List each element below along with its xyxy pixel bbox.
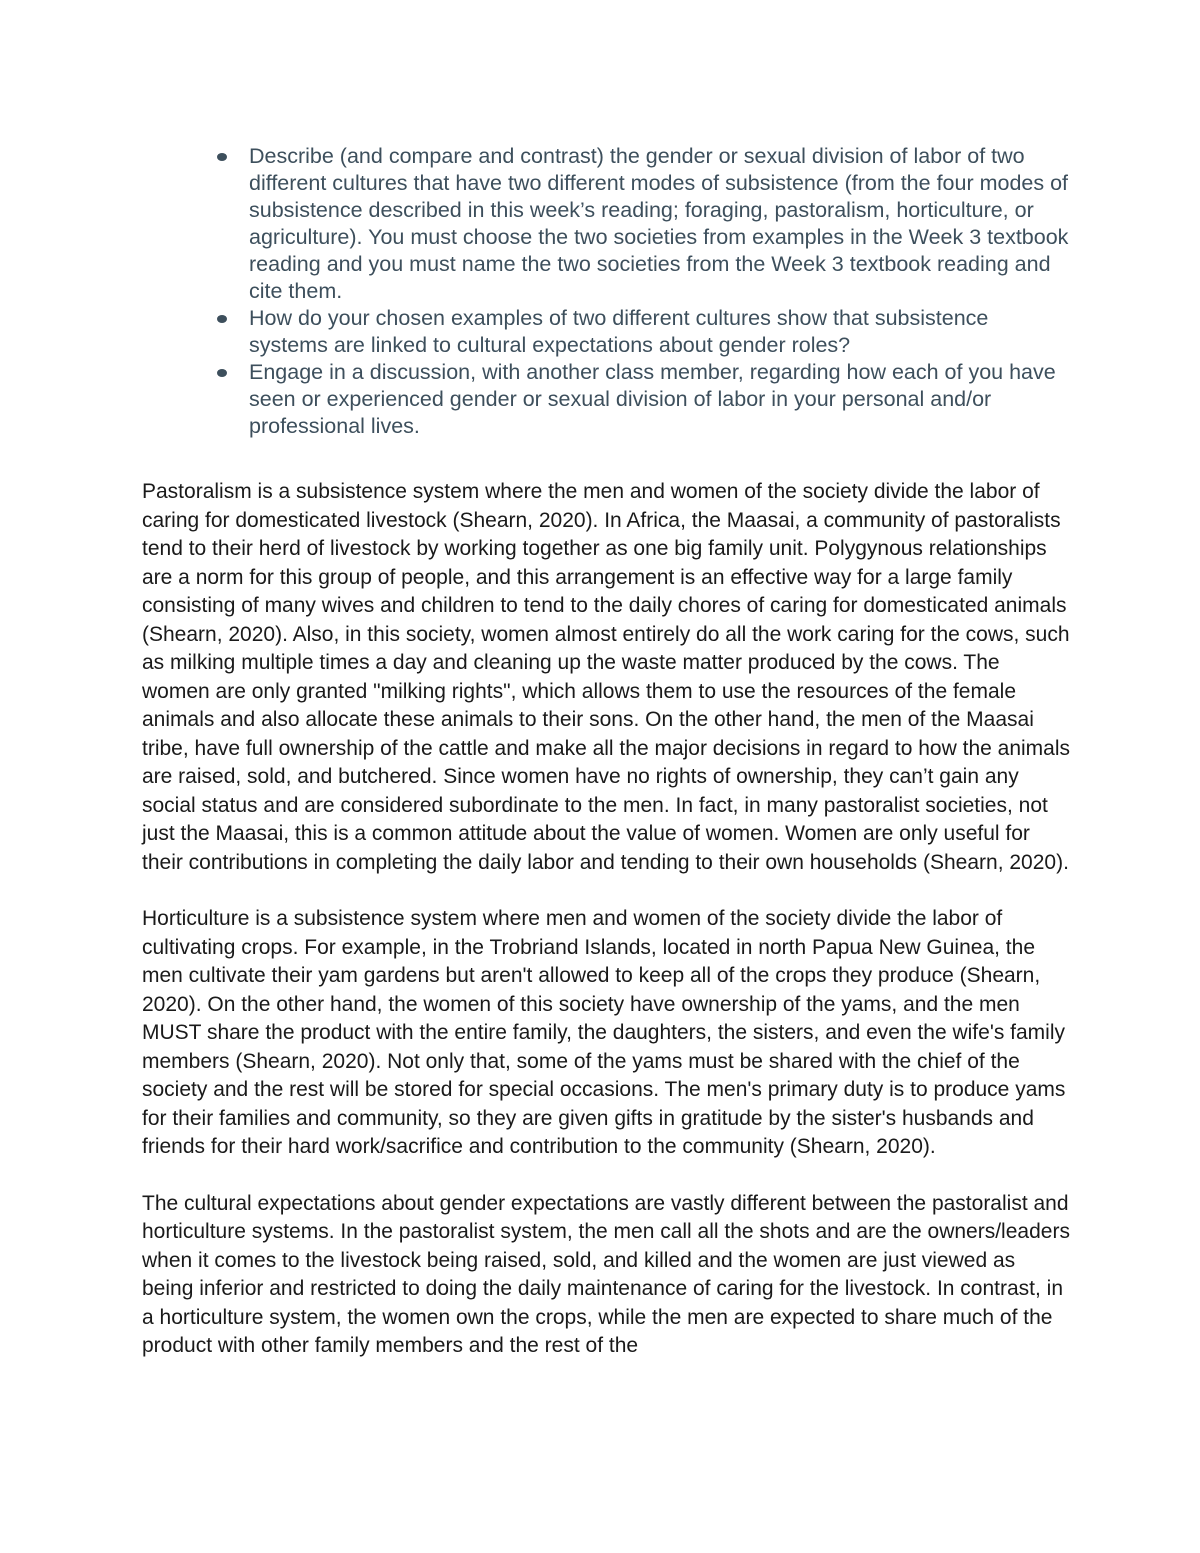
- paragraph-comparison: The cultural expectations about gender expectations are vastly different between the pastoralist and horticulture systems. In the pastoralist system, the men call all the shots and are the owners/leaders when it comes to the livestock being raised, sold, and killed and the women are just viewed as being inferior and restricted to doing the daily maintenance of caring for the livestock. In contrast, in a horticulture system, the women own the crops, while the men are expected to share much of the product with other family members and the rest of the: [142, 1191, 1070, 1357]
- bullet-dot-icon: [217, 153, 227, 161]
- paragraph-horticulture: Horticulture is a subsistence system where men and women of the society divide the labor of cultivating crops. For example, in the Trobriand Islands, located in north Papua New Guinea, the men cultivate their yam gardens but aren't allowed to keep all of the crops they produce (Shearn, 2020). On the other hand, the women of this society have ownership of the yams, and the men MUST share the product with the entire family, the daughters, the sisters, and even the wife's family members (Shearn, 2020). Not only that, some of the yams must be shared with the chief of the society and the rest will be stored for special occasions. The men's primary duty is to produce yams for their families and community, so they are given gifts in gratitude by the sister's husbands and friends for their hard work/sacrifice and contribution to the community (Shearn, 2020).: [142, 907, 1066, 1158]
- bullet-item-discussion: [212, 359, 1072, 440]
- bullet-text: How do your chosen examples of two different cultures show that subsistence systems are linked to cultural expectations about gender roles?: [249, 306, 989, 357]
- bullet-text: Engage in a discussion, with another class member, regarding how each of you have seen or experienced gender or sexual division of labor in your personal and/or professional lives.: [249, 360, 1056, 438]
- bullet-item-examples: [212, 305, 1072, 359]
- bullet-dot-icon: [217, 315, 227, 323]
- paragraph-pastoralism: Pastoralism is a subsistence system where the men and women of the society divide the labor of caring for domesticated livestock (Shearn, 2020). In Africa, the Maasai, a community of pastoralists tend to their herd of livestock by working together as one big family unit. Polygynous relationships are a norm for this group of people, and this arrangement is an effective way for a large family consisting of many wives and children to tend to the daily chores of caring for domesticated animals (Shearn, 2020). Also, in this society, women almost entirely do all the work caring for the cows, such as milking multiple times a day and cleaning up the waste matter produced by the cows. The women are only granted "milking rights", which allows them to use the resources of the female animals and also allocate these animals to their sons. On the other hand, the men of the Maasai tribe, have full ownership of the cattle and make all the major decisions in regard to how the animals are raised, sold, and butchered. Since women have no rights of ownership, they can’t gain any social status and are considered subordinate to the men. In fact, in many pastoralist societies, not just the Maasai, this is a common attitude about the value of women. Women are only useful for their contributions in completing the daily labor and tending to their own households (Shearn, 2020).: [142, 480, 1070, 874]
- bullet-item-describe: [212, 143, 1072, 305]
- bullet-text: Describe (and compare and contrast) the gender or sexual division of labor of two different cultures that have two different modes of subsistence (from the four modes of subsistence described in this week’s reading; foraging, pastoralism, horticulture, or agriculture). You must choose the two societies from examples in the Week 3 textbook reading and you must name the two societies from the Week 3 textbook reading and cite them.: [249, 144, 1069, 303]
- prompt-bullet-list: [212, 143, 1072, 440]
- bullet-dot-icon: [217, 369, 227, 377]
- essay-body: [142, 478, 1072, 1389]
